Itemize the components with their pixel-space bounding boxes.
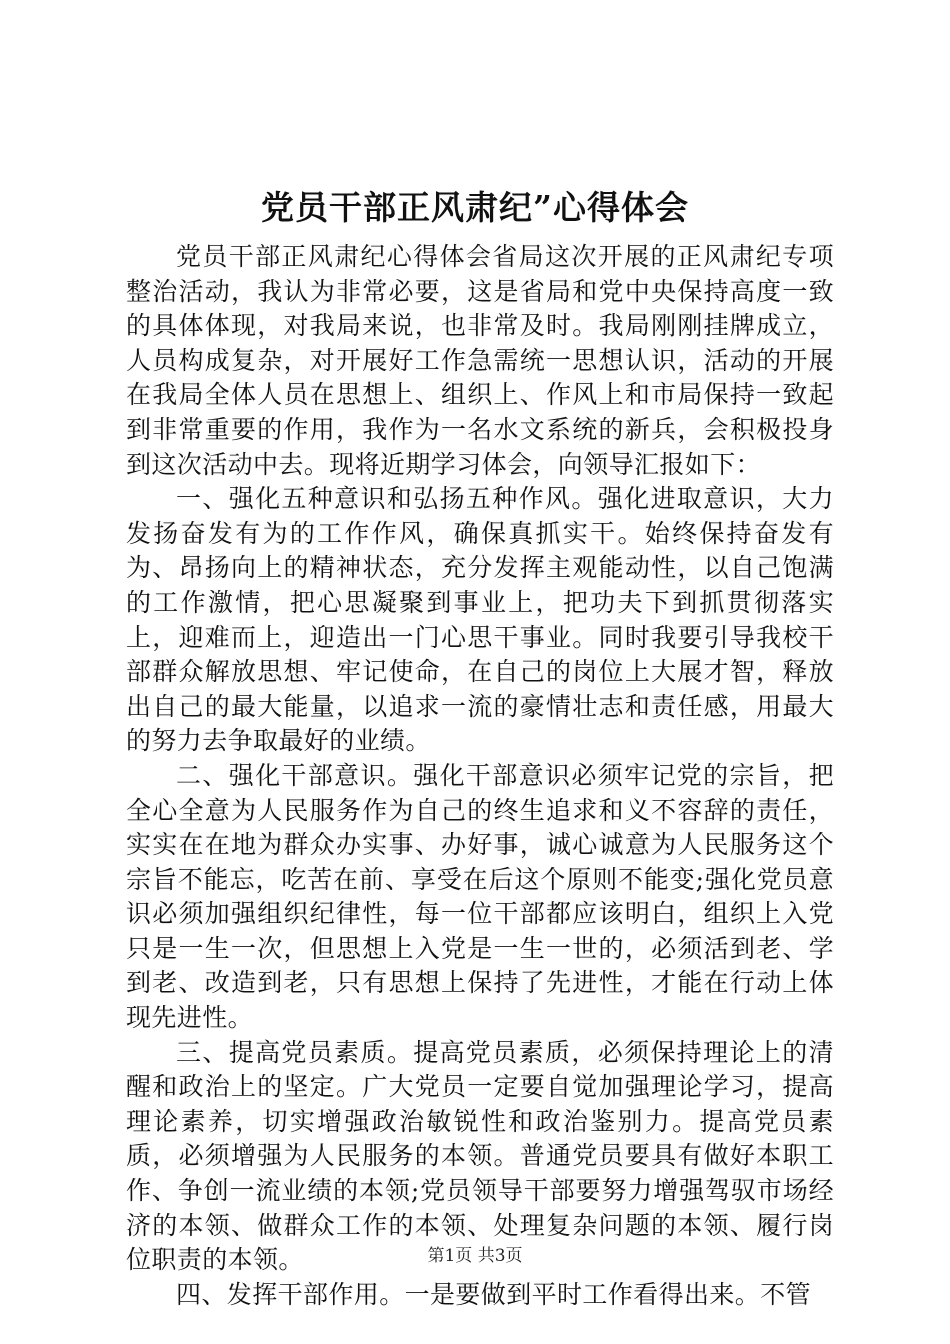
document-title: 党员干部正风肃纪”心得体会 (261, 188, 689, 227)
document-body (126, 240, 834, 1312)
paragraph-intro: 党员干部正风肃纪心得体会省局这次开展的正风肃纪专项整治活动，我认为非常必要，这是省局和党中央保持高度一致的具体体现，对我局来说，也非常及时。我局刚刚挂牌成立，人员构成复杂，对开展好工作急需统一思想认识，活动的开展在我局全体人员在思想上、组织上、作风上和市局保持一致起到非常重要的作用，我作为一名水文系统的新兵，会积极投身到这次活动中去。现将近期学习体会，向领导汇报如下： (126, 242, 834, 479)
paragraph-section-4: 四、发挥干部作用。一是要做到平时工作看得出来。不管 (176, 1279, 812, 1309)
page-number-footer: 第1页 共3页 (427, 1246, 523, 1266)
paragraph-section-1: 一、强化五种意识和弘扬五种作风。强化进取意识，大力发扬奋发有为的工作作风，确保真抓实干。始终保持奋发有为、昂扬向上的精神状态，充分发挥主观能动性，以自己饱满的工作激情，把心思凝聚到事业上，把功夫下到抓贯彻落实上，迎难而上，迎造出一门心思干事业。同时我要引导我校干部群众解放思想、牢记使命，在自己的岗位上大展才智，释放出自己的最大能量，以追求一流的豪情壮志和责任感，用最大的努力去争取最好的业绩。 (126, 484, 834, 756)
paragraph-section-3: 三、提高党员素质。提高党员素质，必须保持理论上的清醒和政治上的坚定。广大党员一定要自觉加强理论学习，提高理论素养，切实增强政治敏锐性和政治鉴别力。提高党员素质，必须增强为人民服务的本领。普通党员要具有做好本职工作、争创一流业绩的本领;党员领导干部要努力增强驾驭市场经济的本领、做群众工作的本领、处理复杂问题的本领、履行岗位职责的本领。 (126, 1037, 834, 1275)
paragraph-section-2: 二、强化干部意识。强化干部意识必须牢记党的宗旨，把全心全意为人民服务作为自己的终生追求和义不容辞的责任，实实在在地为群众办实事、办好事，诚心诚意为人民服务这个宗旨不能忘，吃苦在前、享受在后这个原则不能变;强化党员意识必须加强组织纪律性，每一位干部都应该明白，组织上入党只是一生一次，但思想上入党是一生一世的，必须活到老、学到老、改造到老，只有思想上保持了先进性，才能在行动上体现先进性。 (126, 760, 834, 1033)
